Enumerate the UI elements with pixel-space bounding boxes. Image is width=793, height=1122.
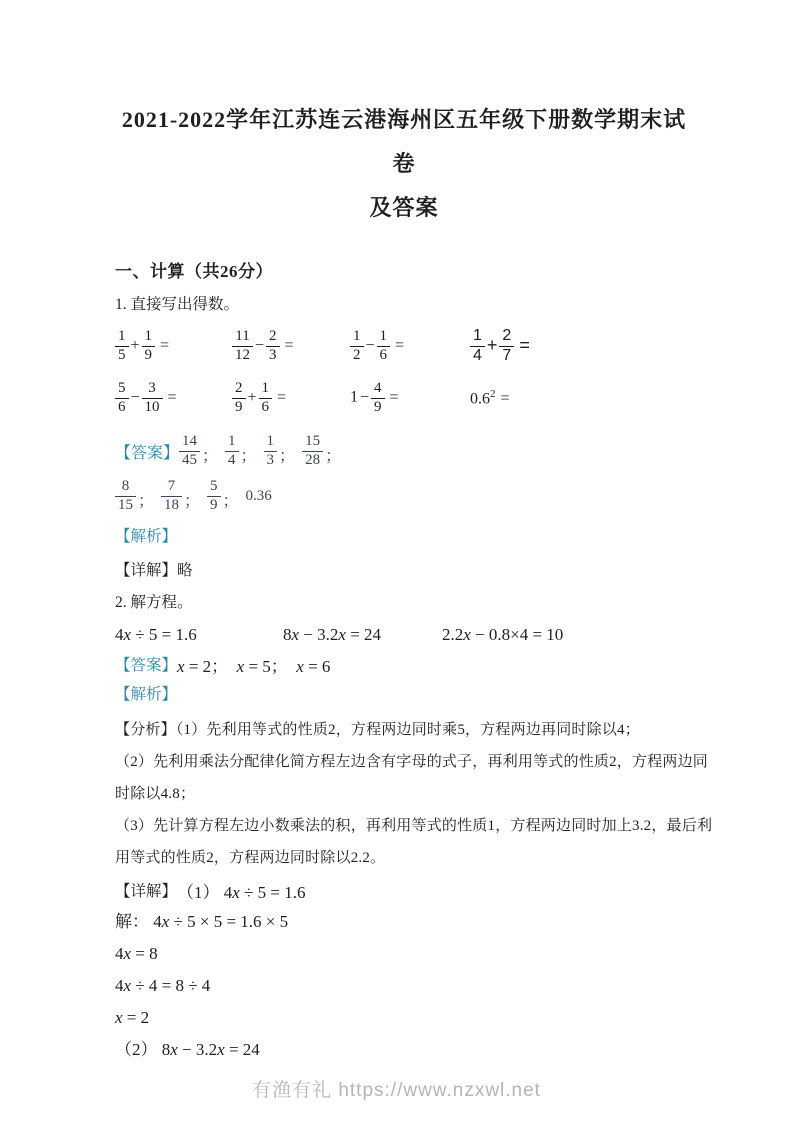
q2-equation-2: 8x − 3.2x = 24 — [283, 625, 382, 644]
q2-solution-steps — [115, 906, 693, 1066]
solution-line: x = 2 — [115, 1008, 150, 1027]
analysis-line: 用等式的性质2，方程两边同时除以2.2。 — [115, 850, 386, 866]
footer-watermark: 有渔有礼 https://www.nzxwl.net — [252, 1080, 541, 1101]
solution-line: 4x = 8 — [115, 944, 158, 963]
calc-row-1 — [115, 320, 693, 372]
equation-1-4: $\frac{1}{4}$ + $\frac{2}{7}$ = — [470, 327, 530, 365]
answer-label: 【答案】 — [115, 657, 178, 674]
equation-1-3: $\frac{1}{2}$ − $\frac{1}{6}$ = — [350, 328, 470, 364]
answer-fraction: $\frac{15}{28}$ — [302, 433, 323, 469]
question-2-label: 2. 解方程。 — [115, 594, 193, 611]
answer-fraction: $\frac{7}{18}$ — [161, 478, 182, 514]
analysis-line: （3）先计算方程左边小数乘法的积，再利用等式的性质1，方程两边同时加上3.2，最后利 — [115, 818, 713, 834]
equation-2-3: 1 − $\frac{4}{9}$ = — [350, 380, 399, 415]
q1-detail-line: 【详解】略 — [115, 562, 193, 579]
fraction: $\frac{2}{7}$ — [499, 327, 514, 365]
fraction: $\frac{3}{10}$ — [142, 380, 163, 416]
analysis-header: 【解析】 — [115, 686, 178, 703]
equation-1-2: $\frac{11}{12}$ − $\frac{2}{3}$ = — [232, 328, 350, 364]
q2-detail-equation: （1） 4x ÷ 5 = 1.6 — [177, 882, 306, 902]
answer-decimal: 0.36 — [245, 487, 272, 504]
answer-label: 【答案】 — [115, 444, 180, 462]
fraction: $\frac{1}{5}$ — [115, 328, 129, 364]
q1-answer-line-1: 【答案】 $\frac{14}{45}$ ； $\frac{1}{4}$ ； $\frac{1}{3}$ ； $\frac{15}{28}$ ； — [115, 433, 342, 468]
calc-row-2 — [115, 372, 693, 424]
fraction: $\frac{2}{3}$ — [266, 328, 280, 364]
fraction: $\frac{1}{6}$ — [377, 328, 391, 364]
solution-line: （2） 8x − 3.2x = 24 — [115, 1040, 260, 1059]
analysis-line: 【分析】（1）先利用等式的性质2，方程两边同时乘5，方程两边再同时除以4； — [115, 722, 640, 738]
q2-equation-1: 4x ÷ 5 = 1.6 — [115, 625, 197, 644]
integer-term: 1 — [350, 388, 358, 406]
page-title-line2: 及答案 — [369, 195, 439, 220]
equation-1-1: $\frac{1}{5}$ + $\frac{1}{9}$ = — [115, 328, 232, 364]
question-1-label: 1. 直接写出得数。 — [115, 296, 240, 313]
fraction: $\frac{2}{9}$ — [232, 380, 246, 416]
power-base: 0.6 — [470, 390, 490, 408]
section-heading: 一、计算（共26分） — [115, 262, 273, 281]
q2-equation-3: 2.2x − 0.8×4 = 10 — [442, 625, 564, 644]
page-title — [115, 98, 693, 230]
q1-answer-line-2: $\frac{8}{15}$ ； $\frac{7}{18}$ ； $\frac{5}{9}$ ； 0.36 — [115, 474, 693, 518]
q2-answer-values: x = 2； x = 5； x = 6 — [177, 656, 331, 676]
analysis-line: 时除以4.8； — [115, 786, 196, 802]
answer-fraction: $\frac{1}{3}$ — [264, 433, 278, 469]
fraction: $\frac{5}{6}$ — [115, 380, 129, 416]
q2-detail-line: 【详解】 （1） 4x ÷ 5 = 1.6 — [115, 878, 693, 902]
answer-fraction: $\frac{14}{45}$ — [179, 433, 200, 469]
fraction: $\frac{4}{9}$ — [371, 380, 385, 416]
power-exponent: 2 — [490, 387, 496, 400]
q2-analysis-paragraph — [115, 714, 713, 874]
fraction: $\frac{1}{4}$ — [470, 327, 485, 365]
answer-fraction: $\frac{1}{4}$ — [225, 433, 239, 469]
fraction: $\frac{11}{12}$ — [232, 328, 253, 364]
fraction: $\frac{1}{6}$ — [259, 380, 273, 416]
answer-fraction: $\frac{8}{15}$ — [115, 478, 136, 514]
solution-line: 4x ÷ 4 = 8 ÷ 4 — [115, 976, 211, 995]
analysis-line: （2）先利用乘法分配律化简方程左边含有字母的式子，再利用等式的性质2，方程两边同 — [115, 754, 709, 770]
fraction: $\frac{1}{2}$ — [350, 328, 364, 364]
analysis-header: 【解析】 — [115, 528, 178, 545]
q2-equations-row — [115, 622, 693, 648]
solution-line: 解： 4x ÷ 5 × 5 = 1.6 × 5 — [115, 912, 289, 931]
answer-fraction: $\frac{5}{9}$ — [207, 478, 221, 514]
fraction: $\frac{1}{9}$ — [142, 328, 156, 364]
q2-answer-line — [115, 652, 693, 676]
page-title-line1: 2021-2022学年江苏连云港海州区五年级下册数学期末试卷 — [121, 107, 687, 176]
equation-2-1: $\frac{5}{6}$ − $\frac{3}{10}$ = — [115, 380, 232, 416]
equation-2-4: $0.6^2$ = — [470, 387, 510, 408]
equation-2-2: $\frac{2}{9}$ + $\frac{1}{6}$ = — [232, 380, 350, 416]
